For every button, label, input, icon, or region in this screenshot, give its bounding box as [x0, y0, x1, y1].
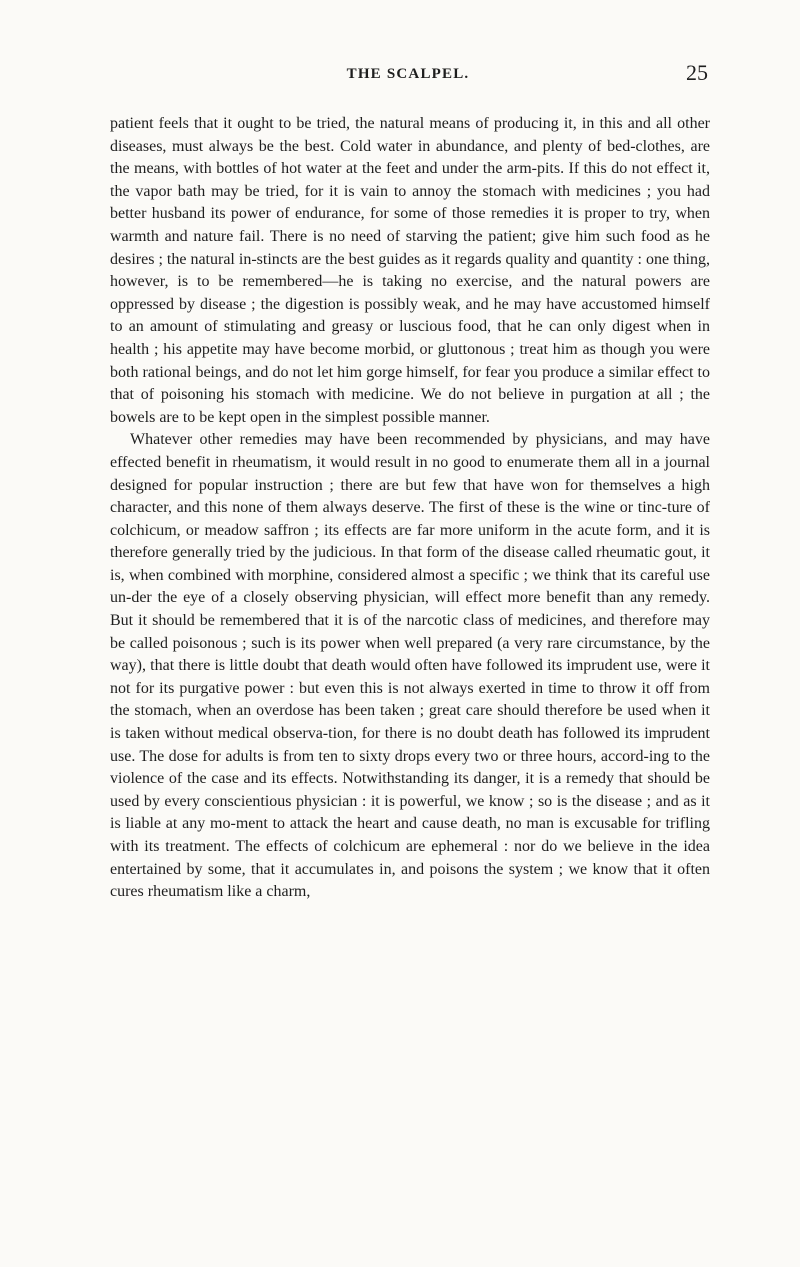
running-title: THE SCALPEL. — [346, 66, 470, 82]
page-number: 25 — [686, 60, 708, 85]
paragraph: patient feels that it ought to be tried, the natural means of producing it, in this and all other diseases, must always be the best. Cold water in abundance, and plenty of bed-clothes, are the means, with bottles of hot water at the feet and under the arm-pits. If this do not effect it, the vapor bath may be tried, for it is vain to annoy the stomach with medicines ; you had better husband its power of endurance, for some of those remedies it is proper to try, when warmth and nature fail. There is no need of starving the patient; give him such food as he desires ; the natural in-stincts are the best guides as it regards quality and quantity : one thing, however, is to be remembered—he is taking no exercise, and the natural powers are oppressed by disease ; the digestion is possibly weak, and he may have accustomed himself to an amount of stimulating and greasy or luscious food, that he can only digest when in health ; his appetite may have become morbid, or gluttonous ; treat him as though you were both rational beings, and do not let him gorge himself, for fear you produce a similar effect to that of poisoning his stomach with medicine. We do not believe in purgation at all ; the bowels are to be kept open in the simplest possible manner. — [110, 115, 710, 426]
paragraph: Whatever other remedies may have been recommended by physicians, and may have effected benefit in rheumatism, it would result in no good to enumerate them all in a journal designed for popular instruction ; there are but few that have won for themselves a high character, and this none of them always deserve. The first of these is the wine or tinc-ture of colchicum, or meadow saffron ; its effects are far more uniform in the acute form, and it is therefore generally tried by the judicious. In that form of the disease called rheumatic gout, it is, when combined with morphine, considered almost a specific ; we think that its careful use un-der the eye of a closely observing physician, will effect more benefit than any remedy. But it should be remembered that it is of the narcotic class of medicines, and therefore may be called poisonous ; such is its power when well prepared (a very rare circumstance, by the way), that there is little doubt that death would often have followed its imprudent use, were it not for its purgative power : but even this is not always exerted in time to throw it off from the stomach, when an overdose has been taken ; great care should therefore be used when it is taken without medical observa-tion, for there is no doubt death has followed its imprudent use. The dose for adults is from ten to sixty drops every two or three hours, accord-ing to the violence of the case and its effects. Notwithstanding its danger, it is a remedy that should be used by every conscientious physician : it is powerful, we know ; so is the disease ; and as it is liable at any mo-ment to attack the heart and cause death, no man is excusable for trifling with its treatment. The effects of colchicum are ephemeral : nor do we believe in the idea entertained by some, that it accumulates in, and poisons the system ; we know that it often cures rheumatism like a charm, — [110, 431, 710, 901]
running-head — [108, 60, 708, 90]
body-text — [110, 113, 710, 904]
